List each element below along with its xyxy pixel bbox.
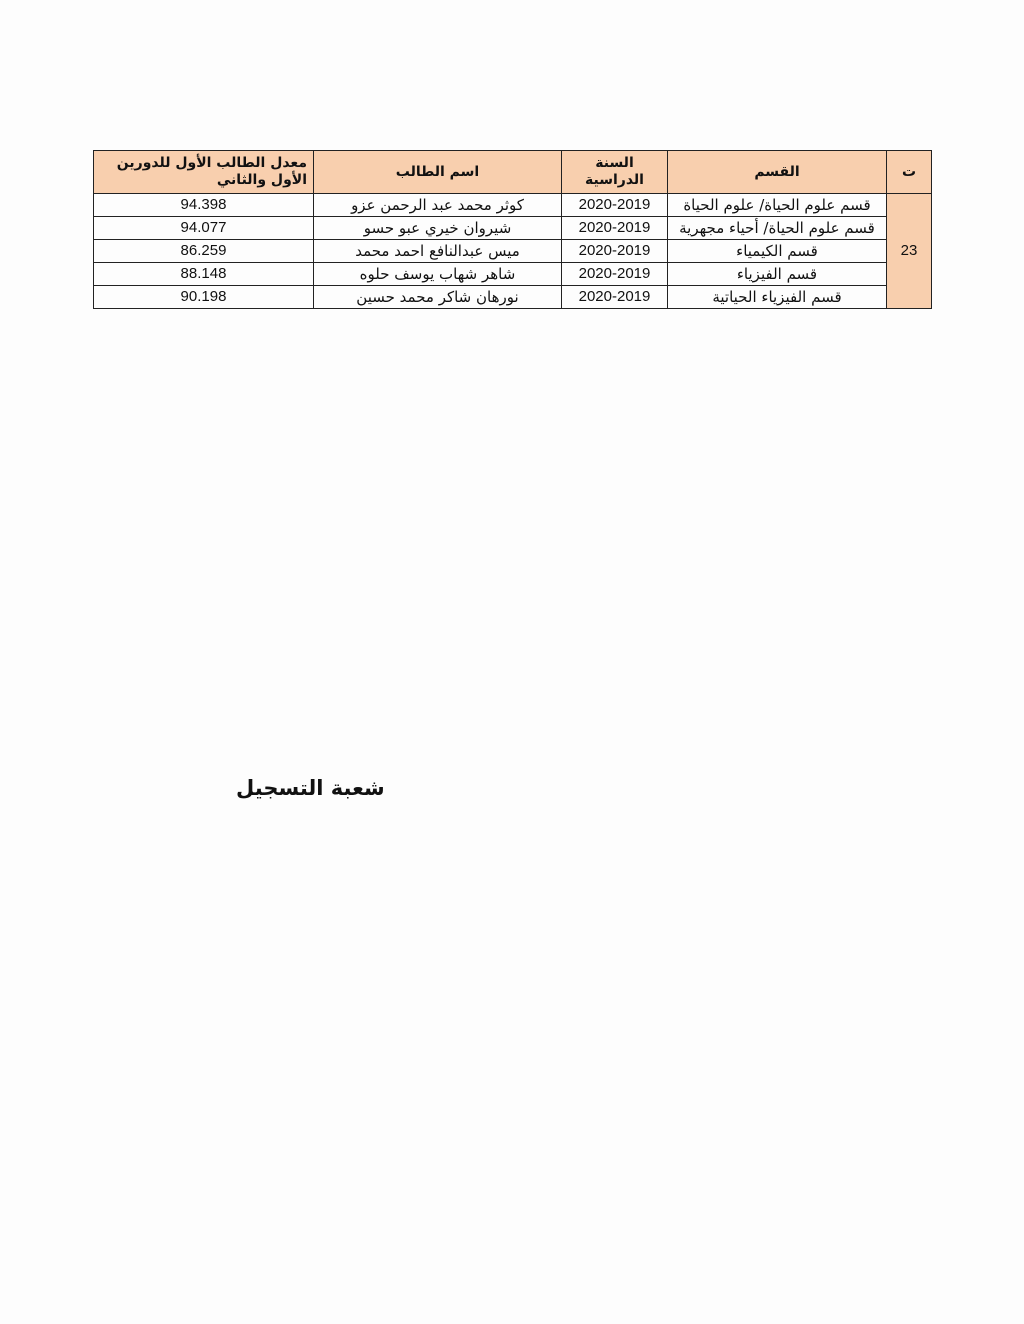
average-cell: 90.198	[94, 286, 314, 309]
table-row	[94, 217, 932, 240]
student-name-cell: نورهان شاكر محمد حسين	[314, 286, 562, 309]
department-cell: قسم علوم الحياة/ علوم الحياة	[668, 194, 887, 217]
year-cell: 2020-2019	[562, 286, 668, 309]
table-row	[94, 263, 932, 286]
department-cell: قسم الفيزياء الحياتية	[668, 286, 887, 309]
year-cell: 2020-2019	[562, 263, 668, 286]
student-name-cell: شيروان خيري عبو حسو	[314, 217, 562, 240]
year-cell: 2020-2019	[562, 240, 668, 263]
header-student-name: اسم الطالب	[314, 151, 562, 194]
table-header-row	[94, 151, 932, 194]
student-name-cell: ميس عبدالنافع احمد محمد	[314, 240, 562, 263]
department-cell: قسم الفيزياء	[668, 263, 887, 286]
table-row	[94, 286, 932, 309]
table-row	[94, 194, 932, 217]
average-cell: 94.398	[94, 194, 314, 217]
year-cell: 2020-2019	[562, 217, 668, 240]
year-cell: 2020-2019	[562, 194, 668, 217]
average-cell: 94.077	[94, 217, 314, 240]
registration-office-signature: شعبة التسجيل	[236, 776, 385, 800]
header-department: القسم	[668, 151, 887, 194]
header-average: معدل الطالب الأول للدورين الأول والثاني	[94, 151, 314, 194]
table-row	[94, 240, 932, 263]
top-students-table	[93, 150, 932, 309]
average-cell: 86.259	[94, 240, 314, 263]
student-name-cell: شاهر شهاب يوسف حلوه	[314, 263, 562, 286]
department-cell: قسم علوم الحياة/ أحياء مجهرية	[668, 217, 887, 240]
department-cell: قسم الكيمياء	[668, 240, 887, 263]
student-name-cell: كوثر محمد عبد الرحمن عزو	[314, 194, 562, 217]
header-seq: ت	[887, 151, 932, 194]
average-cell: 88.148	[94, 263, 314, 286]
sequence-number: 23	[887, 194, 932, 309]
header-year: السنة الدراسية	[562, 151, 668, 194]
